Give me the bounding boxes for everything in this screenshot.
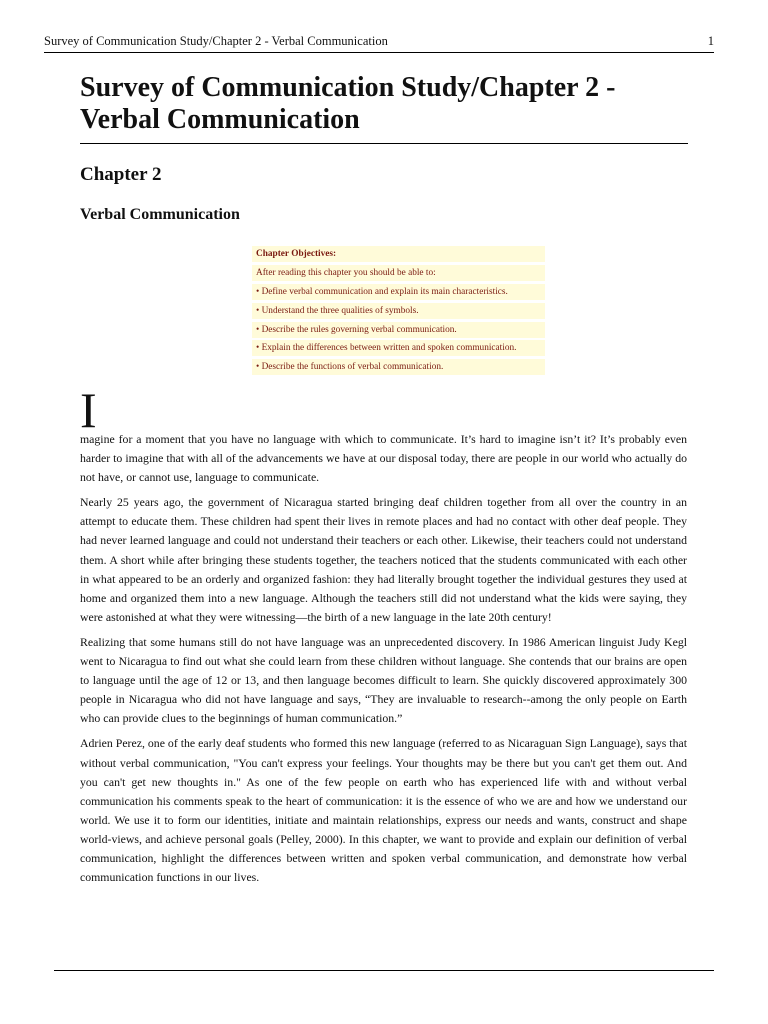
chapter-heading: Chapter 2	[80, 164, 162, 185]
body-paragraph: Realizing that some humans still do not have language was an unprecedented discovery. In 1986 American linguist Judy Kegl went to Nicaragua to find out what she could learn from these children without language. She contends that our brains are open to language until the age of 12 or 13, and then language becomes difficult to learn. She quickly discovered approximately 300 people in Nicaragua who did not have language and says, “They are invaluable to research--among the only people on Earth who can provide clues to the beginnings of human communication.”	[80, 634, 687, 726]
objective-item: • Describe the functions of verbal communication.	[252, 359, 545, 375]
objectives-intro: After reading this chapter you should be able to:	[252, 265, 545, 281]
section-subheading: Verbal Communication	[80, 206, 240, 223]
page-title: Survey of Communication Study/Chapter 2 - Verbal Communication	[80, 72, 616, 135]
objective-item: • Explain the differences between written and spoken communication.	[252, 340, 545, 356]
chapter-objectives-box	[252, 246, 545, 378]
objective-item: • Describe the rules governing verbal communication.	[252, 322, 545, 338]
body-paragraph: Adrien Perez, one of the early deaf students who formed this new language (referred to as Nicaraguan Sign Language), says that without verbal communication, "You can't express your feelings. Your thoughts may be there but you can't get them out. And you can't get new thoughts in." As one of the few people on earth who has experienced life with and without verbal communication his comments speak to the heart of communication: it is the essence of who we are and how we understand our world. We use it to form our identities, initiate and maintain relationships, express our needs and wants, construct and shape world-views, and achieve personal goals (Pelley, 2000). In this chapter, we want to provide and explain our definition of verbal communication, highlight the differences between written and spoken verbal communication, and demonstrate how verbal communication functions in our lives.	[80, 736, 687, 885]
running-header	[44, 34, 714, 49]
body-paragraph: magine for a moment that you have no language with which to communicate. It’s hard to imagine isn’t it? It’s probably even harder to imagine that with all of the advancements we have at our disposal today, there are people in our world who actually do not have, or cannot use, language to communicate.	[80, 432, 687, 485]
running-header-title: Survey of Communication Study/Chapter 2 - Verbal Communication	[44, 34, 388, 48]
title-divider	[80, 143, 688, 144]
body-paragraph: Nearly 25 years ago, the government of Nicaragua started bringing deaf children together from all over the country in an attempt to educate them. These children had spent their lives in remote places and had no contact with other deaf people. They had never learned language and could not understand their teachers or each other. Likewise, their teachers could not understand them. A short while after bringing these students together, the teachers noticed that the students communicated with each other in what appeared to be an orderly and organized fashion: they had literally brought together the individual gestures they used at home and organized them into a new language. Although the teachers still did not understand what the kids were saying, they were astonished at what they were witnessing—the birth of a new language in the late 20th century!	[80, 495, 687, 624]
objectives-heading: Chapter Objectives:	[252, 246, 545, 262]
page-number: 1	[707, 34, 714, 48]
body-text	[80, 430, 687, 893]
header-divider	[44, 52, 714, 53]
drop-cap: I	[80, 382, 97, 438]
objective-item: • Define verbal communication and explain its main characteristics.	[252, 284, 545, 300]
objective-item: • Understand the three qualities of symbols.	[252, 303, 545, 319]
footer-divider	[54, 970, 714, 971]
